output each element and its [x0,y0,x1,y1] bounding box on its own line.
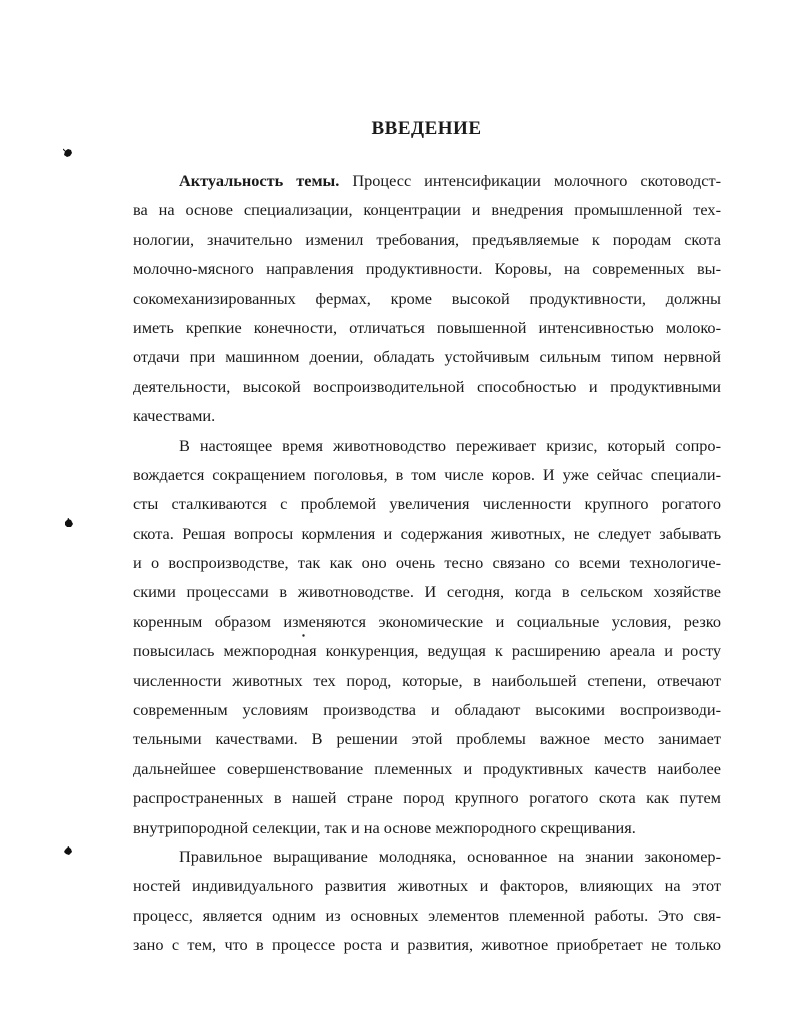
punch-hole-mark-icon [63,148,73,158]
paragraph-line: внутрипородной селекции, так и на основе межпородного скрещивания. [133,817,636,837]
paragraph-line: ностей индивидуального развития животных и факторов, влияющих на этот [133,876,721,896]
paragraph-line: иметь крепкие конечности, отличаться повышенной интенсивностью молоко- [133,317,721,337]
paragraph-line: нологии, значительно изменил требования, предъявляемые к породам скота [133,229,721,249]
paragraph-3-line-1: Правильное выращивание молодняка, основанное на знании закономер- [179,846,721,866]
scan-dot-icon [302,634,305,637]
paragraph-line: численности животных тех пород, которые, в наибольшей степени, отвечают [133,670,721,690]
paragraph-line: зано с тем, что в процессе роста и развития, животное приобретает не только [133,935,721,955]
punch-hole-mark-icon [64,518,74,528]
paragraph-line: вождается сокращением поголовья, в том числе коров. И уже сейчас специали- [133,464,721,484]
paragraph-line: сты сталкиваются с проблемой увеличения численности крупного рогатого [133,494,721,514]
paragraph-line: повысилась межпородная конкуренция, ведущая к расширению ареала и росту [133,641,721,661]
paragraph-line: сокомеханизированных фермах, кроме высокой продуктивности, должны [133,288,721,308]
body-text [133,166,721,960]
paragraph-line: дальнейшее совершенствование племенных и продуктивных качеств наиболее [133,758,721,778]
paragraph-line: распространенных в нашей стране пород крупного рогатого скота как путем [133,788,721,808]
section-lead: Актуальность темы. [179,171,340,190]
punch-hole-mark-icon [63,846,73,856]
paragraph-2-line-1: В настоящее время животноводство переживает кризис, который сопро- [179,435,721,455]
paragraph-line: скота. Решая вопросы кормления и содержания животных, не следует забывать [133,523,721,543]
paragraph-line: деятельности, высокой воспроизводительной способностью и продуктивными [133,376,721,396]
paragraph-line: качествами. [133,406,216,426]
paragraph-line: отдачи при машинном доении, обладать устойчивым сильным типом нервной [133,347,721,367]
paragraph-line: тельными качествами. В решении этой проблемы важное место занимает [133,729,721,749]
paragraph-line: скими процессами в животноводстве. И сегодня, когда в сельском хозяйстве [133,582,721,602]
page-title: ВВЕДЕНИЕ [371,118,482,139]
paragraph-line: современным условиям производства и обладают высокими воспроизводи- [133,700,721,720]
paragraph-line: и о воспроизводстве, так как оно очень тесно связано со всеми технологиче- [133,553,721,573]
paragraph-line: ва на основе специализации, концентрации и внедрения промышленной тех- [133,200,721,220]
paragraph-line: молочно-мясного направления продуктивности. Коровы, на современных вы- [133,259,721,279]
paragraph-line: коренным образом изменяются экономические и социальные условия, резко [133,611,721,631]
paragraph-line: процесс, является одним из основных элементов племенной работы. Это свя- [133,905,721,925]
paragraph-1-line-1: Актуальность темы. Процесс интенсификации молочного скотоводст- [179,171,721,190]
